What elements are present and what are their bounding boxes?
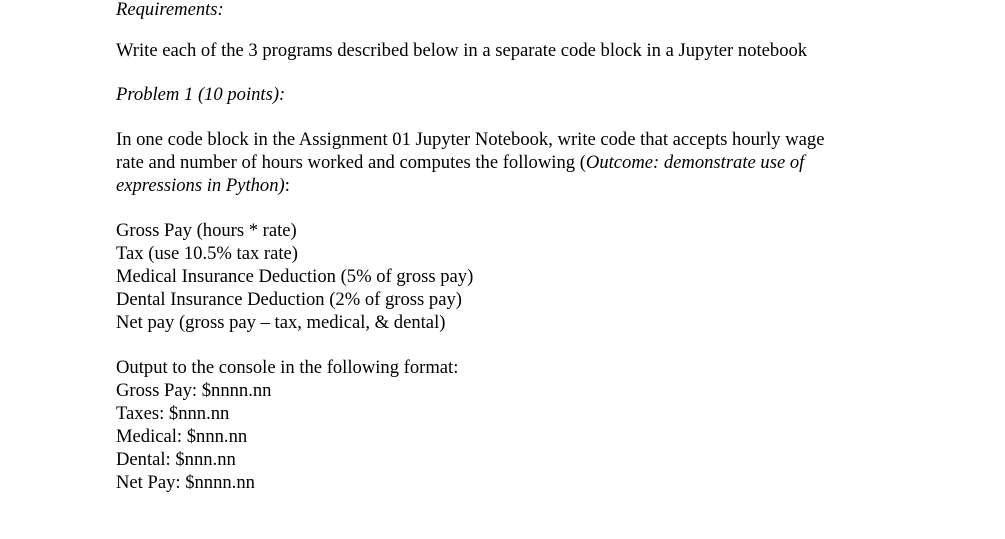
description-line-2-plain: rate and number of hours worked and computes the following ( bbox=[116, 152, 586, 173]
requirements-text: Write each of the 3 programs described below in a separate code block in a Jupyter notebook bbox=[116, 40, 808, 61]
description-line-3 bbox=[116, 174, 290, 197]
output-format-line: Taxes: $nnn.nn bbox=[116, 403, 230, 424]
description-line-1: In one code block in the Assignment 01 Jupyter Notebook, write code that accepts hourly wage bbox=[116, 129, 825, 150]
description-line-3-plain: : bbox=[284, 175, 290, 196]
description-line-2-italic: Outcome: demonstrate use of bbox=[585, 152, 805, 173]
requirements-heading bbox=[116, 0, 224, 21]
output-intro: Output to the console in the following format: bbox=[116, 357, 459, 378]
computation-item: Medical Insurance Deduction (5% of gross pay) bbox=[116, 266, 474, 287]
output-format-line: Dental: $nnn.nn bbox=[116, 449, 236, 470]
problem-heading-text: Problem 1 (10 points): bbox=[116, 84, 286, 105]
output-format-line: Medical: $nnn.nn bbox=[116, 426, 248, 447]
output-format-line: Gross Pay: $nnnn.nn bbox=[116, 380, 272, 401]
computation-item: Tax (use 10.5% tax rate) bbox=[116, 243, 298, 264]
requirements-heading-text: Requirements: bbox=[116, 0, 224, 20]
output-format-line: Net Pay: $nnnn.nn bbox=[116, 472, 255, 493]
description-line-3-italic: expressions in Python) bbox=[116, 175, 285, 196]
computation-item: Dental Insurance Deduction (2% of gross pay) bbox=[116, 289, 462, 310]
description-line-2 bbox=[116, 151, 804, 174]
computation-item: Net pay (gross pay – tax, medical, & dental) bbox=[116, 312, 446, 333]
problem-heading bbox=[116, 83, 285, 106]
computation-item: Gross Pay (hours * rate) bbox=[116, 220, 297, 241]
